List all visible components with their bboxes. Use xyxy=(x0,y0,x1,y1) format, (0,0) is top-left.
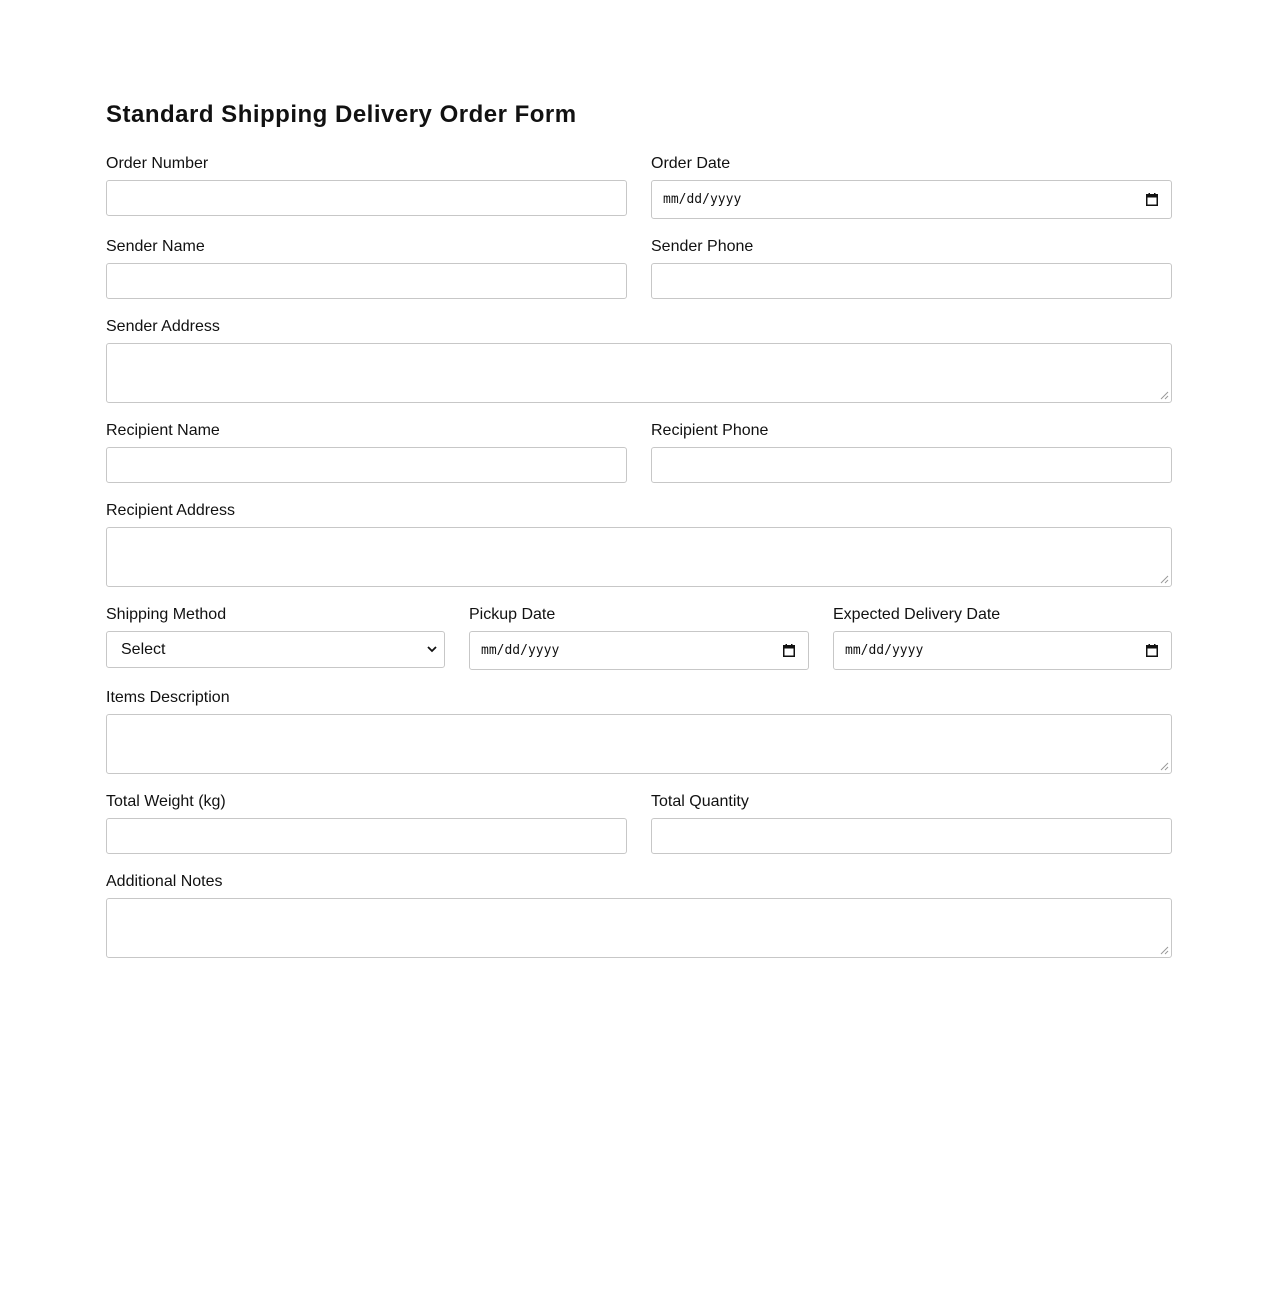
total-weight-group xyxy=(106,792,627,812)
total-quantity-input[interactable] xyxy=(651,818,1172,854)
resize-grip-icon[interactable] xyxy=(1160,762,1169,771)
recipient-phone-label: Recipient Phone xyxy=(651,422,769,439)
calendar-icon[interactable] xyxy=(1146,644,1158,657)
order-date-placeholder: mm/dd/yyyy xyxy=(663,192,742,207)
order-number-group xyxy=(106,154,627,174)
items-description-textarea[interactable] xyxy=(106,714,1172,774)
sender-address-textarea[interactable] xyxy=(106,343,1172,403)
recipient-name-label: Recipient Name xyxy=(106,422,220,439)
items-description-label: Items Description xyxy=(106,689,230,706)
resize-grip-icon[interactable] xyxy=(1160,391,1169,400)
order-date-label: Order Date xyxy=(651,155,731,172)
pickup-date-label: Pickup Date xyxy=(469,606,556,623)
expected-delivery-date-group xyxy=(833,605,1172,658)
sender-name-input[interactable] xyxy=(106,263,627,299)
total-quantity-group xyxy=(651,792,1172,812)
expected-delivery-date-input[interactable] xyxy=(833,631,1172,670)
calendar-icon[interactable] xyxy=(1146,193,1158,206)
total-weight-label: Total Weight (kg) xyxy=(106,793,226,810)
recipient-address-group xyxy=(106,501,1172,521)
additional-notes-group xyxy=(106,872,1172,892)
expected-delivery-date-placeholder: mm/dd/yyyy xyxy=(845,643,924,658)
recipient-address-label: Recipient Address xyxy=(106,502,235,519)
recipient-phone-group xyxy=(651,421,1172,441)
sender-name-label: Sender Name xyxy=(106,238,205,255)
sender-phone-label: Sender Phone xyxy=(651,238,754,255)
additional-notes-textarea[interactable] xyxy=(106,898,1172,958)
pickup-date-input[interactable] xyxy=(469,631,809,670)
shipping-method-selected-value: Select xyxy=(121,640,166,658)
sender-phone-group xyxy=(651,237,1172,257)
pickup-date-group xyxy=(469,605,809,658)
sender-address-group xyxy=(106,317,1172,337)
sender-name-group xyxy=(106,237,627,257)
resize-grip-icon[interactable] xyxy=(1160,946,1169,955)
chevron-down-icon xyxy=(426,643,438,655)
resize-grip-icon[interactable] xyxy=(1160,575,1169,584)
pickup-date-placeholder: mm/dd/yyyy xyxy=(481,643,560,658)
order-date-input[interactable] xyxy=(651,180,1172,219)
total-weight-input[interactable] xyxy=(106,818,627,854)
recipient-phone-input[interactable] xyxy=(651,447,1172,483)
sender-address-label: Sender Address xyxy=(106,318,220,335)
order-date-group xyxy=(651,154,1172,207)
order-number-input[interactable] xyxy=(106,180,627,216)
shipping-method-select[interactable] xyxy=(106,631,445,668)
additional-notes-label: Additional Notes xyxy=(106,873,223,890)
total-quantity-label: Total Quantity xyxy=(651,793,749,810)
shipping-method-group xyxy=(106,605,445,658)
recipient-address-textarea[interactable] xyxy=(106,527,1172,587)
items-description-group xyxy=(106,688,1172,708)
recipient-name-group xyxy=(106,421,627,441)
recipient-name-input[interactable] xyxy=(106,447,627,483)
calendar-icon[interactable] xyxy=(783,644,795,657)
sender-phone-input[interactable] xyxy=(651,263,1172,299)
expected-delivery-date-label: Expected Delivery Date xyxy=(833,606,1001,623)
order-number-label: Order Number xyxy=(106,155,209,172)
shipping-method-label: Shipping Method xyxy=(106,606,227,623)
page-title: Standard Shipping Delivery Order Form xyxy=(106,101,577,128)
